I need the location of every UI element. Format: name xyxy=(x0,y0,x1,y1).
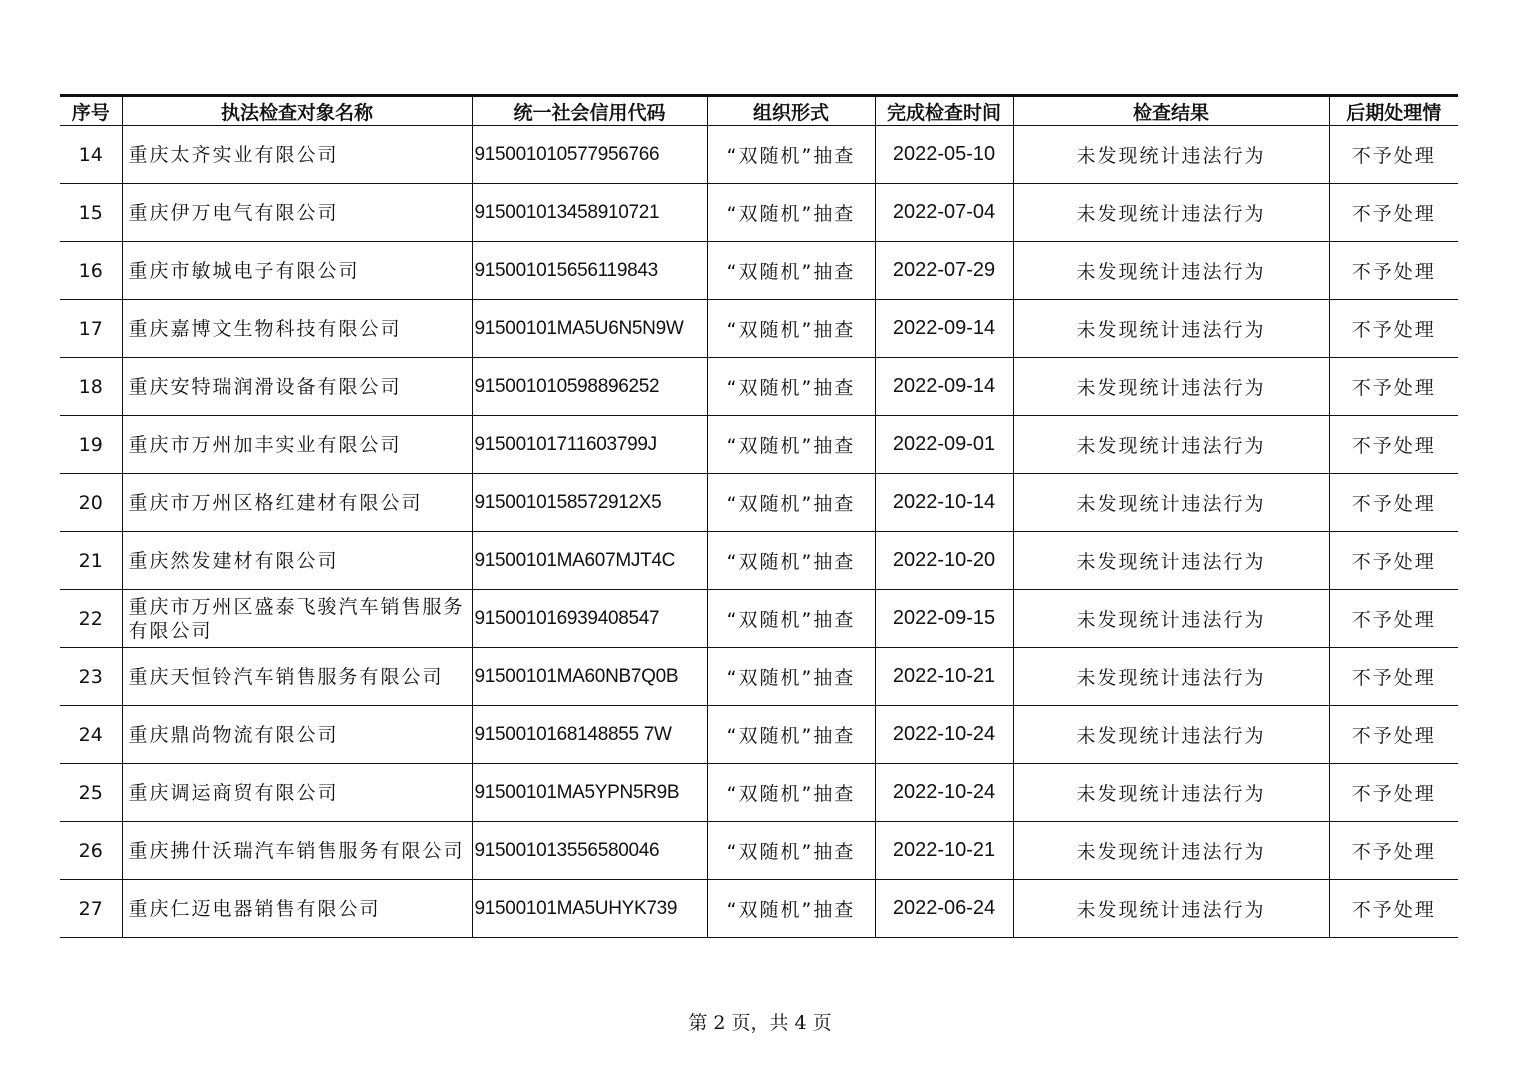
cell-date: 2022-06-24 xyxy=(875,880,1013,938)
cell-code: 91500101711603799J xyxy=(472,416,707,474)
header-handle: 后期处理情 xyxy=(1329,96,1458,126)
cell-handle: 不予处理 xyxy=(1329,184,1458,242)
table-row xyxy=(60,416,1458,474)
cell-seq: 25 xyxy=(60,764,122,822)
cell-form: “双随机”抽查 xyxy=(707,822,875,880)
table-row xyxy=(60,300,1458,358)
cell-handle: 不予处理 xyxy=(1329,242,1458,300)
cell-form: “双随机”抽查 xyxy=(707,590,875,648)
header-result: 检查结果 xyxy=(1013,96,1329,126)
cell-form: “双随机”抽查 xyxy=(707,648,875,706)
table-row xyxy=(60,126,1458,184)
cell-seq: 14 xyxy=(60,126,122,184)
cell-name: 重庆仁迈电器销售有限公司 xyxy=(122,880,472,938)
table-row xyxy=(60,532,1458,590)
table-row xyxy=(60,358,1458,416)
cell-code: 915001010577956766 xyxy=(472,126,707,184)
cell-code: 9150010158572912X5 xyxy=(472,474,707,532)
cell-date: 2022-09-14 xyxy=(875,358,1013,416)
cell-name: 重庆市万州区格红建材有限公司 xyxy=(122,474,472,532)
cell-seq: 17 xyxy=(60,300,122,358)
cell-result: 未发现统计违法行为 xyxy=(1013,358,1329,416)
page-number-footer: 第 2 页，共 4 页 xyxy=(688,1012,832,1034)
cell-form: “双随机”抽查 xyxy=(707,242,875,300)
cell-code: 91500101MA5YPN5R9B xyxy=(472,764,707,822)
cell-handle: 不予处理 xyxy=(1329,764,1458,822)
cell-handle: 不予处理 xyxy=(1329,880,1458,938)
cell-name: 重庆鼎尚物流有限公司 xyxy=(122,706,472,764)
cell-code: 915001015656119843 xyxy=(472,242,707,300)
cell-result: 未发现统计违法行为 xyxy=(1013,880,1329,938)
cell-seq: 16 xyxy=(60,242,122,300)
cell-seq: 23 xyxy=(60,648,122,706)
cell-handle: 不予处理 xyxy=(1329,474,1458,532)
header-date: 完成检查时间 xyxy=(875,96,1013,126)
cell-form: “双随机”抽查 xyxy=(707,532,875,590)
cell-date: 2022-10-20 xyxy=(875,532,1013,590)
cell-handle: 不予处理 xyxy=(1329,358,1458,416)
cell-code: 91500101MA5U6N5N9W xyxy=(472,300,707,358)
cell-name: 重庆然发建材有限公司 xyxy=(122,532,472,590)
cell-form: “双随机”抽查 xyxy=(707,126,875,184)
cell-name: 重庆天恒铃汽车销售服务有限公司 xyxy=(122,648,472,706)
cell-form: “双随机”抽查 xyxy=(707,764,875,822)
cell-handle: 不予处理 xyxy=(1329,126,1458,184)
cell-date: 2022-10-24 xyxy=(875,706,1013,764)
cell-date: 2022-07-04 xyxy=(875,184,1013,242)
cell-result: 未发现统计违法行为 xyxy=(1013,648,1329,706)
cell-code: 91500101MA60NB7Q0B xyxy=(472,648,707,706)
cell-name: 重庆伊万电气有限公司 xyxy=(122,184,472,242)
table-row xyxy=(60,706,1458,764)
cell-code: 9150010168148855 7W xyxy=(472,706,707,764)
cell-name: 重庆拂什沃瑞汽车销售服务有限公司 xyxy=(122,822,472,880)
cell-result: 未发现统计违法行为 xyxy=(1013,822,1329,880)
cell-form: “双随机”抽查 xyxy=(707,474,875,532)
cell-name: 重庆调运商贸有限公司 xyxy=(122,764,472,822)
table-row xyxy=(60,764,1458,822)
cell-date: 2022-09-14 xyxy=(875,300,1013,358)
cell-result: 未发现统计违法行为 xyxy=(1013,184,1329,242)
cell-seq: 22 xyxy=(60,590,122,648)
cell-handle: 不予处理 xyxy=(1329,300,1458,358)
cell-seq: 24 xyxy=(60,706,122,764)
header-seq: 序号 xyxy=(60,96,122,126)
cell-name: 重庆市敏城电子有限公司 xyxy=(122,242,472,300)
cell-code: 915001016939408547 xyxy=(472,590,707,648)
cell-handle: 不予处理 xyxy=(1329,706,1458,764)
cell-result: 未发现统计违法行为 xyxy=(1013,764,1329,822)
cell-result: 未发现统计违法行为 xyxy=(1013,706,1329,764)
cell-code: 915001010598896252 xyxy=(472,358,707,416)
cell-handle: 不予处理 xyxy=(1329,532,1458,590)
cell-seq: 15 xyxy=(60,184,122,242)
table-row xyxy=(60,242,1458,300)
cell-code: 91500101MA607MJT4C xyxy=(472,532,707,590)
cell-form: “双随机”抽查 xyxy=(707,880,875,938)
cell-handle: 不予处理 xyxy=(1329,822,1458,880)
cell-seq: 18 xyxy=(60,358,122,416)
cell-handle: 不予处理 xyxy=(1329,648,1458,706)
cell-result: 未发现统计违法行为 xyxy=(1013,300,1329,358)
table-header-row xyxy=(60,96,1458,126)
cell-result: 未发现统计违法行为 xyxy=(1013,474,1329,532)
inspection-table-sheet xyxy=(60,94,1458,938)
cell-date: 2022-10-21 xyxy=(875,648,1013,706)
cell-seq: 27 xyxy=(60,880,122,938)
cell-date: 2022-05-10 xyxy=(875,126,1013,184)
cell-form: “双随机”抽查 xyxy=(707,184,875,242)
cell-form: “双随机”抽查 xyxy=(707,300,875,358)
cell-result: 未发现统计违法行为 xyxy=(1013,242,1329,300)
cell-handle: 不予处理 xyxy=(1329,590,1458,648)
cell-form: “双随机”抽查 xyxy=(707,416,875,474)
cell-date: 2022-09-15 xyxy=(875,590,1013,648)
cell-name: 重庆嘉博文生物科技有限公司 xyxy=(122,300,472,358)
header-name: 执法检查对象名称 xyxy=(122,96,472,126)
cell-code: 91500101MA5UHYK739 xyxy=(472,880,707,938)
table-row xyxy=(60,184,1458,242)
cell-seq: 26 xyxy=(60,822,122,880)
table-row xyxy=(60,822,1458,880)
cell-result: 未发现统计违法行为 xyxy=(1013,126,1329,184)
cell-result: 未发现统计违法行为 xyxy=(1013,416,1329,474)
cell-handle: 不予处理 xyxy=(1329,416,1458,474)
cell-code: 915001013458910721 xyxy=(472,184,707,242)
header-form: 组织形式 xyxy=(707,96,875,126)
cell-result: 未发现统计违法行为 xyxy=(1013,532,1329,590)
cell-date: 2022-09-01 xyxy=(875,416,1013,474)
cell-name: 重庆太齐实业有限公司 xyxy=(122,126,472,184)
table-row xyxy=(60,648,1458,706)
cell-date: 2022-07-29 xyxy=(875,242,1013,300)
cell-seq: 20 xyxy=(60,474,122,532)
cell-form: “双随机”抽查 xyxy=(707,358,875,416)
cell-name: 重庆市万州加丰实业有限公司 xyxy=(122,416,472,474)
cell-date: 2022-10-14 xyxy=(875,474,1013,532)
inspection-table xyxy=(60,94,1458,938)
cell-form: “双随机”抽查 xyxy=(707,706,875,764)
cell-seq: 19 xyxy=(60,416,122,474)
cell-date: 2022-10-24 xyxy=(875,764,1013,822)
table-row xyxy=(60,590,1458,648)
header-code: 统一社会信用代码 xyxy=(472,96,707,126)
table-row xyxy=(60,880,1458,938)
cell-code: 915001013556580046 xyxy=(472,822,707,880)
cell-name: 重庆安特瑞润滑设备有限公司 xyxy=(122,358,472,416)
cell-name: 重庆市万州区盛泰飞骏汽车销售服务有限公司 xyxy=(122,590,472,648)
cell-result: 未发现统计违法行为 xyxy=(1013,590,1329,648)
table-row xyxy=(60,474,1458,532)
cell-date: 2022-10-21 xyxy=(875,822,1013,880)
cell-seq: 21 xyxy=(60,532,122,590)
